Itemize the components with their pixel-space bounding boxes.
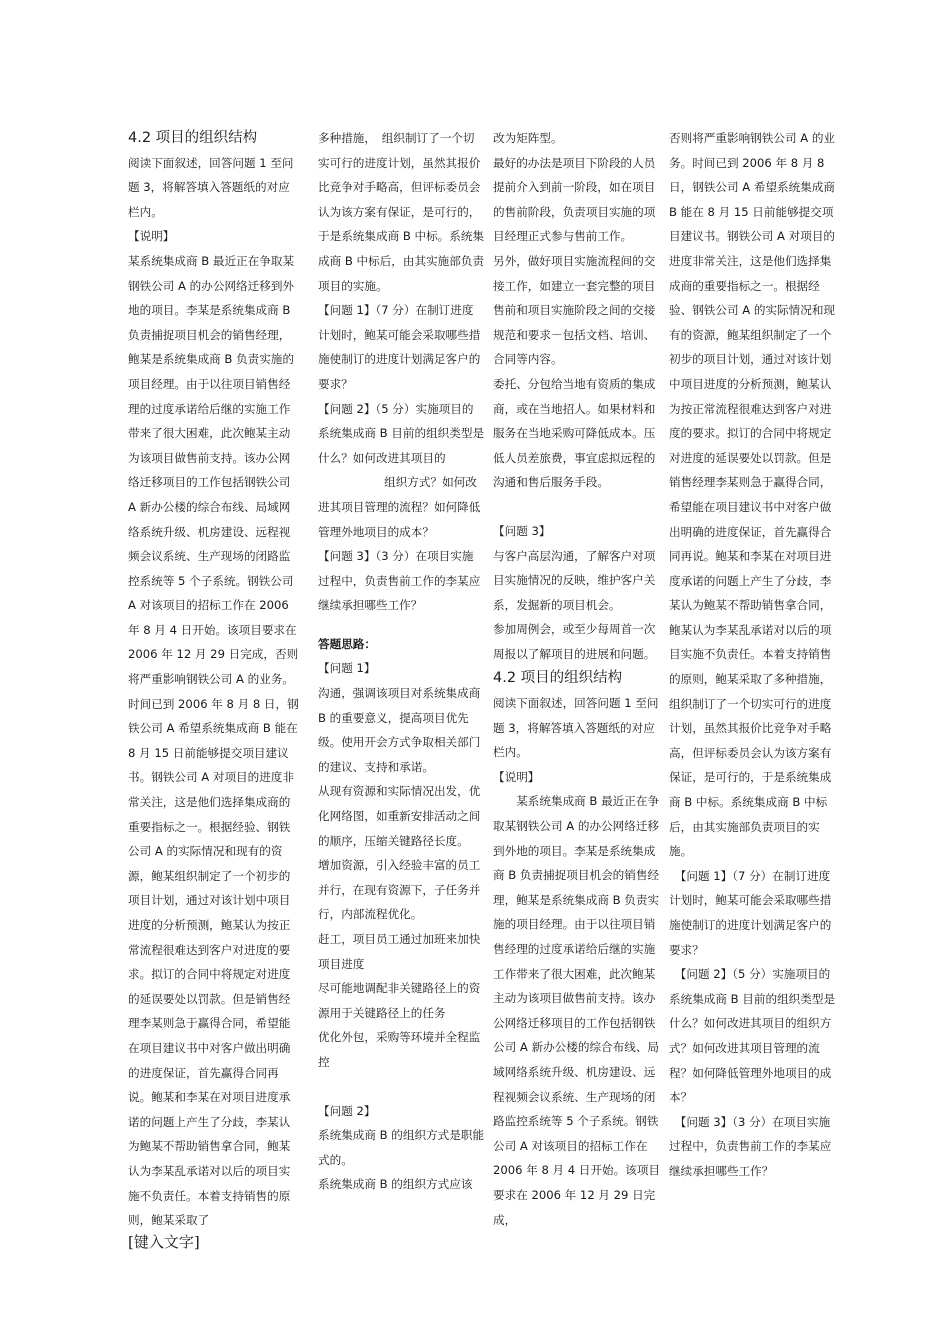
column-3 — [493, 126, 661, 1232]
answer-3-label: 【问题 3】 — [493, 523, 551, 538]
column-4 — [669, 126, 840, 1184]
answer-2-point: 委托、分包给当地有资质的集成商，或在当地招人。如果材料和服务在当地采购可降低成本。压低人员差旅费，事宜虑拟远程的沟通和售后服务手段。 — [493, 376, 656, 490]
question-1-repeat: 【问题 1】（7 分）在制订进度计划时，鲍某可能会采取哪些措施使制订的进度计划满足客户的要求？ — [669, 868, 832, 957]
answer-1-label: 【问题 1】 — [318, 661, 376, 676]
answer-2-point: 最好的办法是项目下阶段的人员提前介入到前一阶段，如在项目的售前阶段，负责项目实施的项目经理正式参与售前工作。 — [493, 155, 656, 244]
question-2: 【问题 2】（5 分）实施项目的系统集成商 B 目前的组织类型是什么？如何改进其项目的 — [318, 401, 485, 465]
answer-1-point: 增加资源，引入经验丰富的员工并行，在现有资源下，子任务并行，内部流程优化。 — [318, 858, 481, 922]
case-description: 某系统集成商 B 最近正在争取某钢铁公司 A 的办公网络迁移到外地的项目。李某是系统集成商 B 负责捕捉项目机会的销售经理，鲍某是系统集成商 B 负责实施的项目经理。由于以往项目销售经理的过度承诺给后继的实施工作带来了很大困难，此次鲍某主动为该项目做售前支持。该办公网络迁移项目的工作包括钢铁公司 A 新办公楼的综合布线、局域网络系统升级、机房建设、远程视频会议系统、生产现场的闭路监控系统等 5 个子系统。钢铁公司 A 对该项目的招标工作在 2006 年 8 月 4 日开始。该项目要求在 2006 年 12 月 29 日完成，否则将严重影响钢铁公司 A 的业务。时间已到 2006 年 8 月 8 日，钢铁公司 A 希望系统集成商 B 能在 8 月 15 日前能够提交项目建议书。钢铁公司 A 对项目的进度非常关注，这是他们选择集成商的重要指标之一。根据经验、钢铁公司 A 的实际情况和现有的资源，鲍某组织制定了一个初步的项目计划，通过对该计划中项目进度的分析预测，鲍某认为按正常流程很难达到客户对进度的要求。拟订的合同中将规定对进度的延误要处以罚款。但是销售经理李某则急于赢得合同，希望能在项目建议书中对客户做出明确的进度保证，首先赢得合同再说。鲍某和李某在对项目进度承诺的问题上产生了分歧，李某认为鲍某不帮助销售拿合同，鲍某认为李某乱承诺对以后的项目实施不负责任。本着支持销售的原则，鲍某采取了 — [128, 253, 299, 1228]
spacer — [493, 495, 661, 519]
answer-2-point: 系统集成商 B 的组织方式是职能式的。 — [318, 1128, 485, 1167]
column-2 — [318, 126, 485, 1197]
answer-2-point: 系统集成商 B 的组织方式应该 — [318, 1177, 473, 1192]
spacer — [318, 1075, 485, 1099]
answer-2-point: 改为矩阵型。 — [493, 131, 563, 145]
answer-1-point: 优化外包，采购等环境并全程监控 — [318, 1030, 481, 1069]
explanation-label-repeat: 【说明】 — [493, 769, 540, 784]
answer-2-point: 另外，做好项目实施流程间的交接工作，如建立一套完整的项目售前和项目实施阶段之间的交接规范和要求－包括文档、培训、合同等内容。 — [493, 253, 656, 367]
answer-1-point: 沟通，强调该项目对系统集成商 B 的重要意义，提高项目优先级。使用开会方式争取相关部门的建议、支持和承诺。 — [318, 686, 481, 774]
explanation-label: 【说明】 — [128, 229, 175, 244]
instructions-repeat: 阅读下面叙述，回答问题 1 至问题 3，将解答填入答题纸的对应栏内。 — [493, 696, 659, 760]
answer-1-point: 赶工，项目员工通过加班来加快项目进度 — [318, 932, 481, 971]
section-heading: 4.2 项目的组织结构 — [128, 130, 258, 146]
answer-2-label: 【问题 2】 — [318, 1103, 376, 1118]
section-heading-repeat: 4.2 项目的组织结构 — [493, 670, 623, 687]
answer-1-point: 尽可能地调配非关键路径上的资源用于关键路径上的任务 — [318, 981, 481, 1020]
answer-3-point: 与客户高层沟通，了解客户对项目实施情况的反映，维护客户关系，发掘新的项目机会。 — [493, 548, 656, 612]
question-2-repeat: 【问题 2】（5 分）实施项目的系统集成商 B 目前的组织类型是什么？如何改进其项目的组织方式？如何改进其项目管理的流程？如何降低管理外地项目的成本？ — [669, 967, 836, 1105]
answer-1-point: 从现有资源和实际情况出发，优化网络图，如重新安排活动之间的顺序，压缩关键路径长度。 — [318, 784, 481, 848]
instructions: 阅读下面叙述，回答问题 1 至问题 3，将解答填入答题纸的对应栏内。 — [128, 155, 294, 219]
answer-heading: 答题思路： — [318, 636, 376, 651]
question-3-repeat: 【问题 3】（3 分）在项目实施过程中，负责售前工作的李某应继续承担哪些工作？ — [669, 1114, 832, 1178]
case-description-continued: 否则将严重影响钢铁公司 A 的业务。时间已到 2006 年 8 月 8 日，钢铁公司 A 希望系统集成商 B 能在 8 月 15 日前能够提交项目建议书。钢铁公司 A 对项目的进度非常关注，这是他们选择集成商的重要指标之一。根据经验、钢铁公司 A 的实际情况和现有的资源，鲍某组织制定了一个初步的项目计划，通过对该计划中项目进度的分析预测，鲍某认为按正常流程很难达到客户对进度的要求。拟订的合同中将规定对进度的延误要处以罚款。但是销售经理李某则急于赢得合同，希望能在项目建议书中对客户做出明确的进度保证，首先赢得合同再说。鲍某和李某在对项目进度承诺的问题上产生了分歧，李某认为鲍某不帮助销售拿合同，鲍某认为李某乱承诺对以后的项目实施不负责任。本着支持销售的原则，鲍某采取了多种措施， 组织制订了一个切实可行的进度计划，虽然其报价比竞争对手略高，但评标委员会认为该方案有保证，是可行的，于是系统集成商 B 中标。系统集成商 B 中标后，由其实施部负责项目的实施。 — [669, 131, 838, 859]
question-2-continued: 组织方式？如何改进其项目管理的流程？如何降低管理外地项目的成本？ — [318, 475, 481, 539]
spacer — [318, 618, 485, 632]
paragraph: 多种措施， 组织制订了一个切实可行的进度计划，虽然其报价比竞争对手略高，但评标委员会认为该方案有保证，是可行的，于是系统集成商 B 中标。系统集成商 B 中标后，由其实施部负责项目的实施。 — [318, 131, 485, 293]
question-3: 【问题 3】（3 分）在项目实施过程中，负责售前工作的李某应继续承担哪些工作？ — [318, 549, 481, 613]
case-description-repeat: 某系统集成商 B 最近正在争取某钢铁公司 A 的办公网络迁移到外地的项目。李某是系统集成商 B 负责捕捉项目机会的销售经理，鲍某是系统集成商 B 负责实施的项目经理。由于以往项目销售经理的过度承诺给后继的实施工作带来了很大困难，此次鲍某主动为该项目做售前支持。该办公网络迁移项目的工作包括钢铁公司 A 新办公楼的综合布线、局域网络系统升级、机房建设、远程视频会议系统、生产现场的闭路监控系统等 5 个子系统。钢铁公司 A 对该项目的招标工作在 2006 年 8 月 4 日开始。该项目要求在 2006 年 12 月 29 日完成， — [493, 794, 661, 1227]
column-1 — [128, 126, 299, 1233]
answer-3-point: 参加周例会，或至少每周首一次周报以了解项目的进展和问题。 — [493, 622, 656, 661]
question-1: 【问题 1】（7 分）在制订进度计划时，鲍某可能会采取哪些措施使制订的进度计划满足客户的要求？ — [318, 303, 481, 391]
footer-placeholder: [键入文字] — [128, 1233, 200, 1251]
